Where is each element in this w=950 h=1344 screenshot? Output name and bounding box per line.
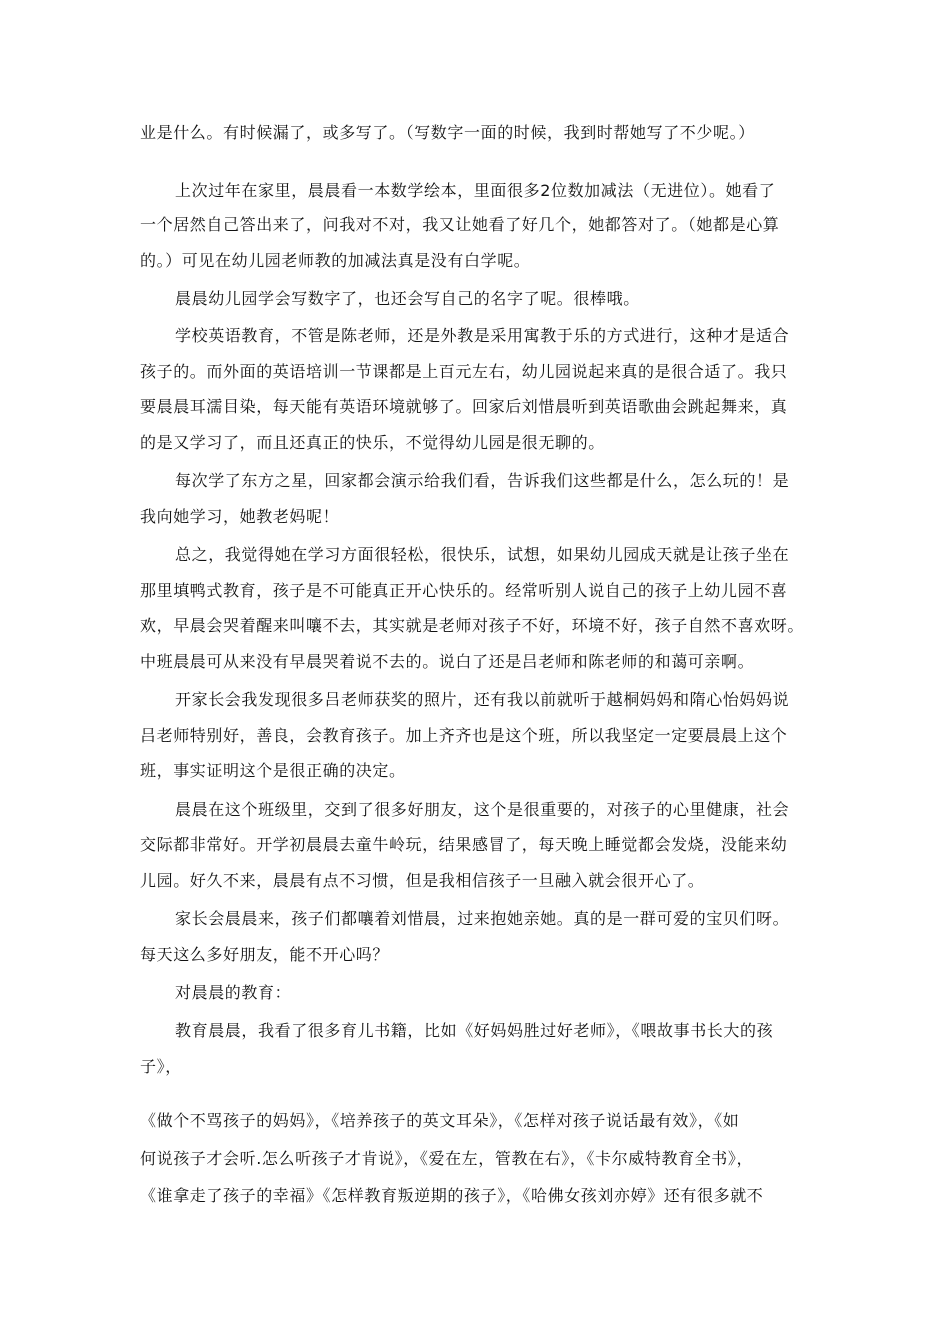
text-line: [0, 611, 950, 641]
line-text: 班，事实证明这个是很正确的决定。: [140, 761, 406, 780]
text-line: [0, 904, 950, 934]
text-line: [0, 940, 950, 970]
line-text: 每次学了东方之星，回家都会演示给我们看，告诉我们这些都是什么，怎么玩的！是: [175, 471, 790, 490]
text-line: [0, 466, 950, 496]
text-line: [0, 647, 950, 677]
line-text: 孩子的。而外面的英语培训一节课都是上百元左右，幼儿园说起来真的是很合适了。我只: [140, 362, 788, 381]
line-text: 一个居然自己答出来了，问我对不对，我又让她看了好几个，她都答对了。（她都是心算: [140, 215, 780, 234]
line-text: 《谁拿走了孩子的幸福》《怎样教育叛逆期的孩子》，《哈佛女孩刘亦婷》还有很多就不: [140, 1186, 764, 1205]
text-line: [0, 1052, 950, 1082]
text-line: [0, 721, 950, 751]
text-line: [0, 866, 950, 896]
text-line: [0, 392, 950, 422]
line-text: 上次过年在家里，晨晨看一本数学绘本，里面很多2位数加减法（无进位）。她看了: [175, 181, 776, 200]
line-text: 何说孩子才会听.怎么听孩子才肯说》，《爱在左，管教在右》，《卡尔威特教育全书》，: [140, 1149, 754, 1168]
text-line: [0, 540, 950, 570]
text-line: [0, 502, 950, 532]
text-line: [0, 321, 950, 351]
text-line: [0, 176, 950, 206]
text-line: [0, 357, 950, 387]
line-text: 晨晨在这个班级里，交到了很多好朋友，这个是很重要的，对孩子的心里健康，社会: [175, 800, 790, 819]
line-text: 教育晨晨，我看了很多育儿书籍，比如《好妈妈胜过好老师》，《喂故事书长大的孩: [175, 1021, 774, 1040]
text-line: [0, 118, 950, 148]
text-line: [0, 1181, 950, 1211]
line-text: 每天这么多好朋友，能不开心吗？: [140, 945, 390, 964]
text-line: [0, 210, 950, 240]
text-line: [0, 1144, 950, 1174]
line-text: 晨晨幼儿园学会写数字了，也还会写自己的名字了呢。很棒哦。: [175, 289, 640, 308]
line-text: 欢，早晨会哭着醒来叫嚷不去，其实就是老师对孩子不好，环境不好，孩子自然不喜欢呀。: [140, 616, 805, 635]
line-text: 《做个不骂孩子的妈妈》，《培养孩子的英文耳朵》，《怎样对孩子说话最有效》，《如: [140, 1111, 740, 1130]
text-line: [0, 756, 950, 786]
line-text: 吕老师特别好，善良，会教育孩子。加上齐齐也是这个班，所以我坚定一定要晨晨上这个: [140, 726, 788, 745]
text-line: [0, 978, 950, 1008]
line-text: 交际都非常好。开学初晨晨去童牛岭玩，结果感冒了，每天晚上睡觉都会发烧，没能来幼: [140, 835, 788, 854]
line-text: 我向她学习，她教老妈呢！: [140, 507, 340, 526]
text-line: [0, 830, 950, 860]
line-text: 家长会晨晨来，孩子们都嚷着刘惜晨，过来抱她亲她。真的是一群可爱的宝贝们呀。: [175, 909, 790, 928]
text-line: [0, 1106, 950, 1136]
line-text: 业是什么。有时候漏了，或多写了。（写数字一面的时候，我到时帮她写了不少呢。）: [140, 123, 755, 142]
line-text: 的。）可见在幼儿园老师教的加减法真是没有白学呢。: [140, 251, 531, 270]
text-line: [0, 685, 950, 715]
text-line: [0, 576, 950, 606]
line-text: 那里填鸭式教育，孩子是不可能真正开心快乐的。经常听别人说自己的孩子上幼儿园不喜: [140, 581, 788, 600]
line-text: 学校英语教育，不管是陈老师，还是外教是采用寓教于乐的方式进行，这种才是适合: [175, 326, 790, 345]
text-line: [0, 246, 950, 276]
line-text: 开家长会我发现很多吕老师获奖的照片，还有我以前就听于越桐妈妈和隋心怡妈妈说: [175, 690, 790, 709]
text-line: [0, 284, 950, 314]
text-line: [0, 795, 950, 825]
line-text: 的是又学习了，而且还真正的快乐，不觉得幼儿园是很无聊的。: [140, 433, 605, 452]
line-text: 对晨晨的教育：: [175, 983, 292, 1002]
text-line: [0, 1016, 950, 1046]
text-line: [0, 428, 950, 458]
line-text: 要晨晨耳濡目染，每天能有英语环境就够了。回家后刘惜晨听到英语歌曲会跳起舞来，真: [140, 397, 788, 416]
line-text: 总之，我觉得她在学习方面很轻松，很快乐，试想，如果幼儿园成天就是让孩子坐在: [175, 545, 790, 564]
line-text: 中班晨晨可从来没有早晨哭着说不去的。说白了还是吕老师和陈老师的和蔼可亲啊。: [140, 652, 755, 671]
line-text: 儿园。好久不来，晨晨有点不习惯，但是我相信孩子一旦融入就会很开心了。: [140, 871, 705, 890]
line-text: 子》，: [140, 1057, 182, 1076]
